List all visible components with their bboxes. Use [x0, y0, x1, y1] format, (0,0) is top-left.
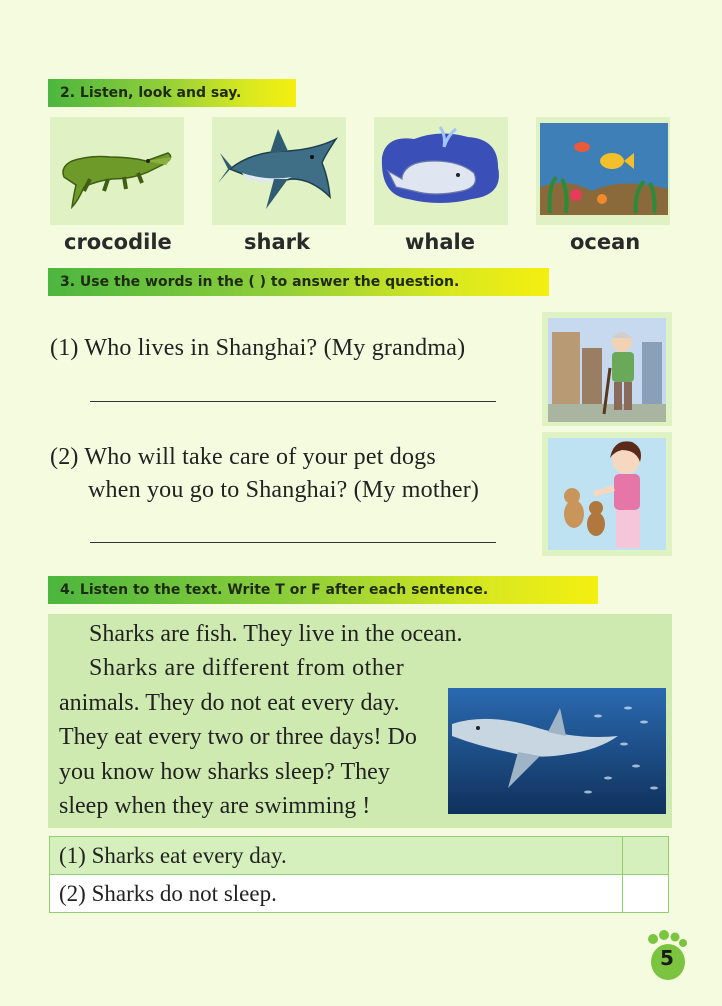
- page-number: 5: [660, 946, 674, 970]
- word-whale: whale: [405, 230, 475, 254]
- shark-photo: [448, 688, 666, 814]
- crocodile-picture: [50, 117, 184, 225]
- question-2-line-2: when you go to Shanghai? (My mother): [88, 477, 480, 503]
- text-line-1: Sharks are fish. They live in the ocean.: [89, 621, 463, 647]
- mother-with-dogs-picture: [542, 432, 672, 556]
- text-line-3: animals. They do not eat every day.: [59, 690, 400, 716]
- page-number-footprint: [646, 930, 692, 987]
- answer-line-2[interactable]: [90, 542, 496, 543]
- ocean-picture: [536, 117, 670, 225]
- section-2-title: 2. Listen, look and say.: [48, 79, 296, 107]
- answer-box-1[interactable]: [623, 837, 669, 875]
- whale-picture: [374, 117, 508, 225]
- grandma-picture: [542, 312, 672, 426]
- text-line-4: They eat every two or three days! Do: [59, 724, 417, 750]
- statement-1: (1) Sharks eat every day.: [50, 837, 623, 875]
- question-2-line-1: (2) Who will take care of your pet dogs: [50, 444, 436, 470]
- table-row: [50, 837, 669, 875]
- text-line-2: Sharks are different from other: [89, 655, 405, 681]
- shark-picture: [212, 117, 346, 225]
- answer-line-1[interactable]: [90, 401, 496, 402]
- text-line-6: sleep when they are swimming !: [59, 793, 371, 819]
- statement-2: (2) Sharks do not sleep.: [50, 875, 623, 913]
- question-1: (1) Who lives in Shanghai? (My grandma): [50, 335, 466, 361]
- true-false-table: [49, 836, 669, 913]
- word-ocean: ocean: [570, 230, 641, 254]
- table-row: [50, 875, 669, 913]
- section-4-title: 4. Listen to the text. Write T or F after each sentence.: [48, 576, 598, 604]
- section-3-title: 3. Use the words in the ( ) to answer the question.: [48, 268, 549, 296]
- word-crocodile: crocodile: [64, 230, 172, 254]
- text-line-5: you know how sharks sleep? They: [59, 759, 390, 785]
- answer-box-2[interactable]: [623, 875, 669, 913]
- word-shark: shark: [244, 230, 310, 254]
